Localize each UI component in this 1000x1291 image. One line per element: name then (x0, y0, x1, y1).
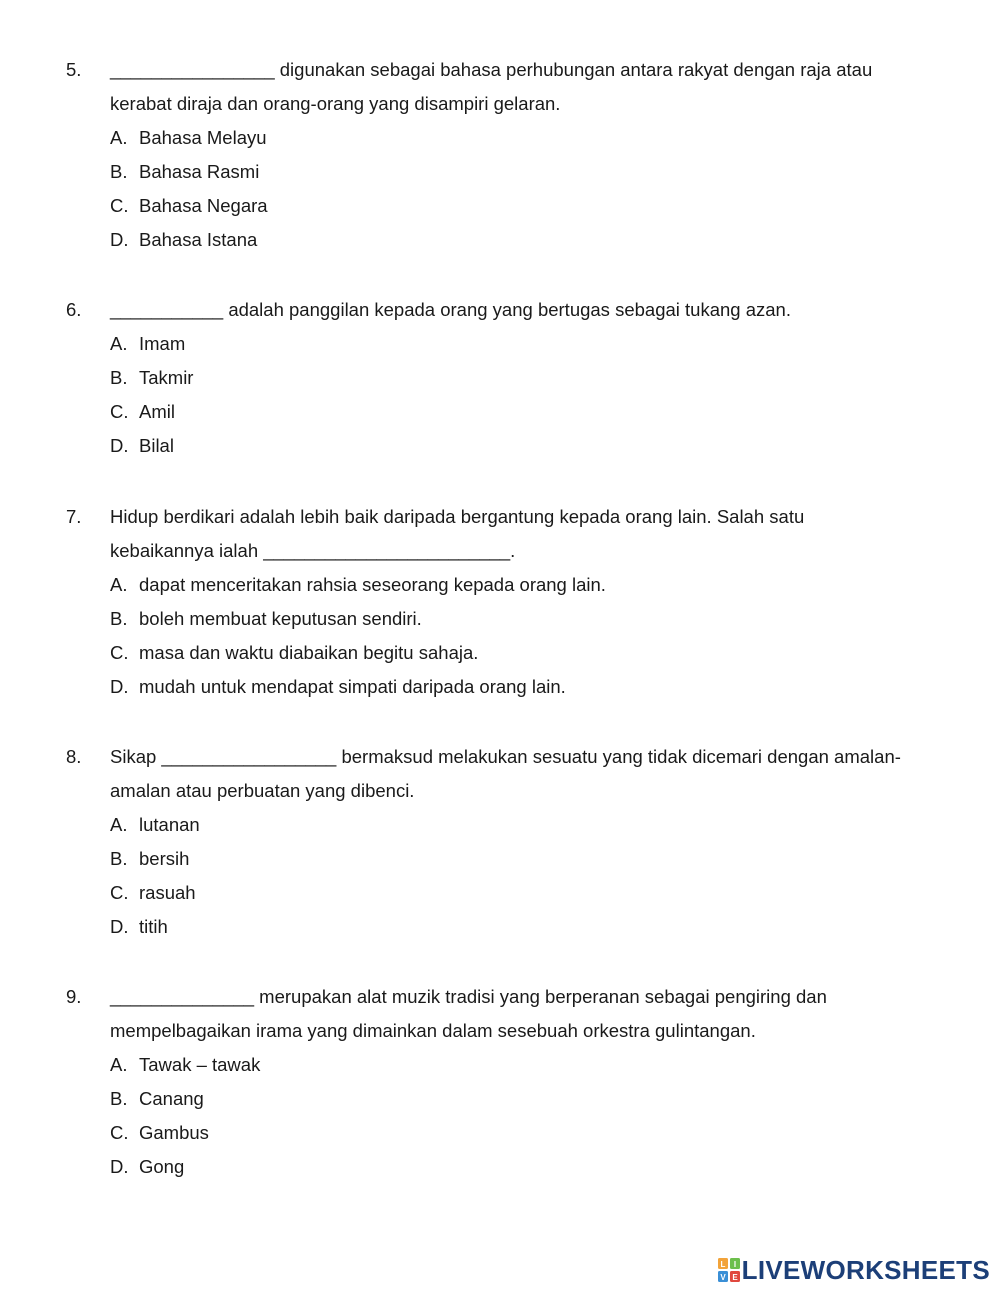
svg-text:L: L (720, 1260, 726, 1269)
question-8 (66, 740, 938, 944)
question-stem-line-2: kebaikannya ialah ________________________. (110, 540, 516, 561)
liveworksheets-logo-icon (718, 1258, 740, 1282)
option-b[interactable]: B. Canang (110, 1088, 204, 1109)
option-a[interactable]: A. Bahasa Melayu (110, 127, 267, 148)
svg-text:I: I (733, 1260, 736, 1269)
question-number: 5. (66, 59, 82, 80)
option-a[interactable]: A. Tawak – tawak (110, 1054, 261, 1075)
question-stem-line-1: Hidup berdikari adalah lebih baik daripada bergantung kepada orang lain. Salah satu (110, 506, 805, 527)
question-9 (66, 980, 938, 1184)
option-b[interactable]: B. boleh membuat keputusan sendiri. (110, 608, 422, 629)
option-b[interactable]: B. bersih (110, 848, 190, 869)
option-c[interactable]: C. Amil (110, 401, 175, 422)
svg-text:E: E (731, 1273, 738, 1282)
option-list (110, 1048, 938, 1184)
option-b[interactable]: B. Bahasa Rasmi (110, 161, 260, 182)
question-7 (66, 500, 938, 704)
option-a[interactable]: A. dapat menceritakan rahsia seseorang kepada orang lain. (110, 574, 606, 595)
question-stem-line-1: ________________ digunakan sebagai bahasa perhubungan antara rakyat dengan raja atau (110, 59, 873, 80)
question-number: 8. (66, 746, 82, 767)
option-c[interactable]: C. rasuah (110, 882, 196, 903)
option-d[interactable]: D. titih (110, 916, 168, 937)
option-a[interactable]: A. Imam (110, 333, 186, 354)
option-c[interactable]: C. Bahasa Negara (110, 195, 268, 216)
question-stem-line-1: ___________ adalah panggilan kepada orang yang bertugas sebagai tukang azan. (110, 299, 791, 320)
question-6 (66, 293, 938, 463)
option-d[interactable]: D. Bahasa Istana (110, 229, 258, 250)
question-stem-line-2: kerabat diraja dan orang-orang yang disampiri gelaran. (110, 93, 561, 114)
question-stem-line-2: mempelbagaikan irama yang dimainkan dalam sesebuah orkestra gulintangan. (110, 1020, 756, 1041)
option-list (110, 121, 938, 257)
option-list (110, 808, 938, 944)
option-c[interactable]: C. masa dan waktu diabaikan begitu sahaja. (110, 642, 479, 663)
option-a[interactable]: A. lutanan (110, 814, 200, 835)
question-stem-line-1: Sikap _________________ bermaksud melakukan sesuatu yang tidak dicemari dengan amalan- (110, 746, 901, 767)
question-stem-line-2: amalan atau perbuatan yang dibenci. (110, 780, 415, 801)
question-stem-line-1: ______________ merupakan alat muzik tradisi yang berperanan sebagai pengiring dan (110, 986, 827, 1007)
option-d[interactable]: D. Bilal (110, 435, 174, 456)
option-d[interactable]: D. mudah untuk mendapat simpati daripada orang lain. (110, 676, 566, 697)
option-b[interactable]: B. Takmir (110, 367, 194, 388)
option-list (110, 568, 938, 704)
question-5 (66, 53, 938, 257)
option-d[interactable]: D. Gong (110, 1156, 185, 1177)
liveworksheets-logo (718, 1253, 990, 1287)
option-list (110, 327, 938, 463)
question-number: 7. (66, 506, 82, 527)
liveworksheets-logo-text: LIVEWORKSHEETS (741, 1254, 990, 1285)
question-number: 6. (66, 299, 82, 320)
question-number: 9. (66, 986, 82, 1007)
svg-text:V: V (719, 1273, 726, 1282)
option-c[interactable]: C. Gambus (110, 1122, 209, 1143)
